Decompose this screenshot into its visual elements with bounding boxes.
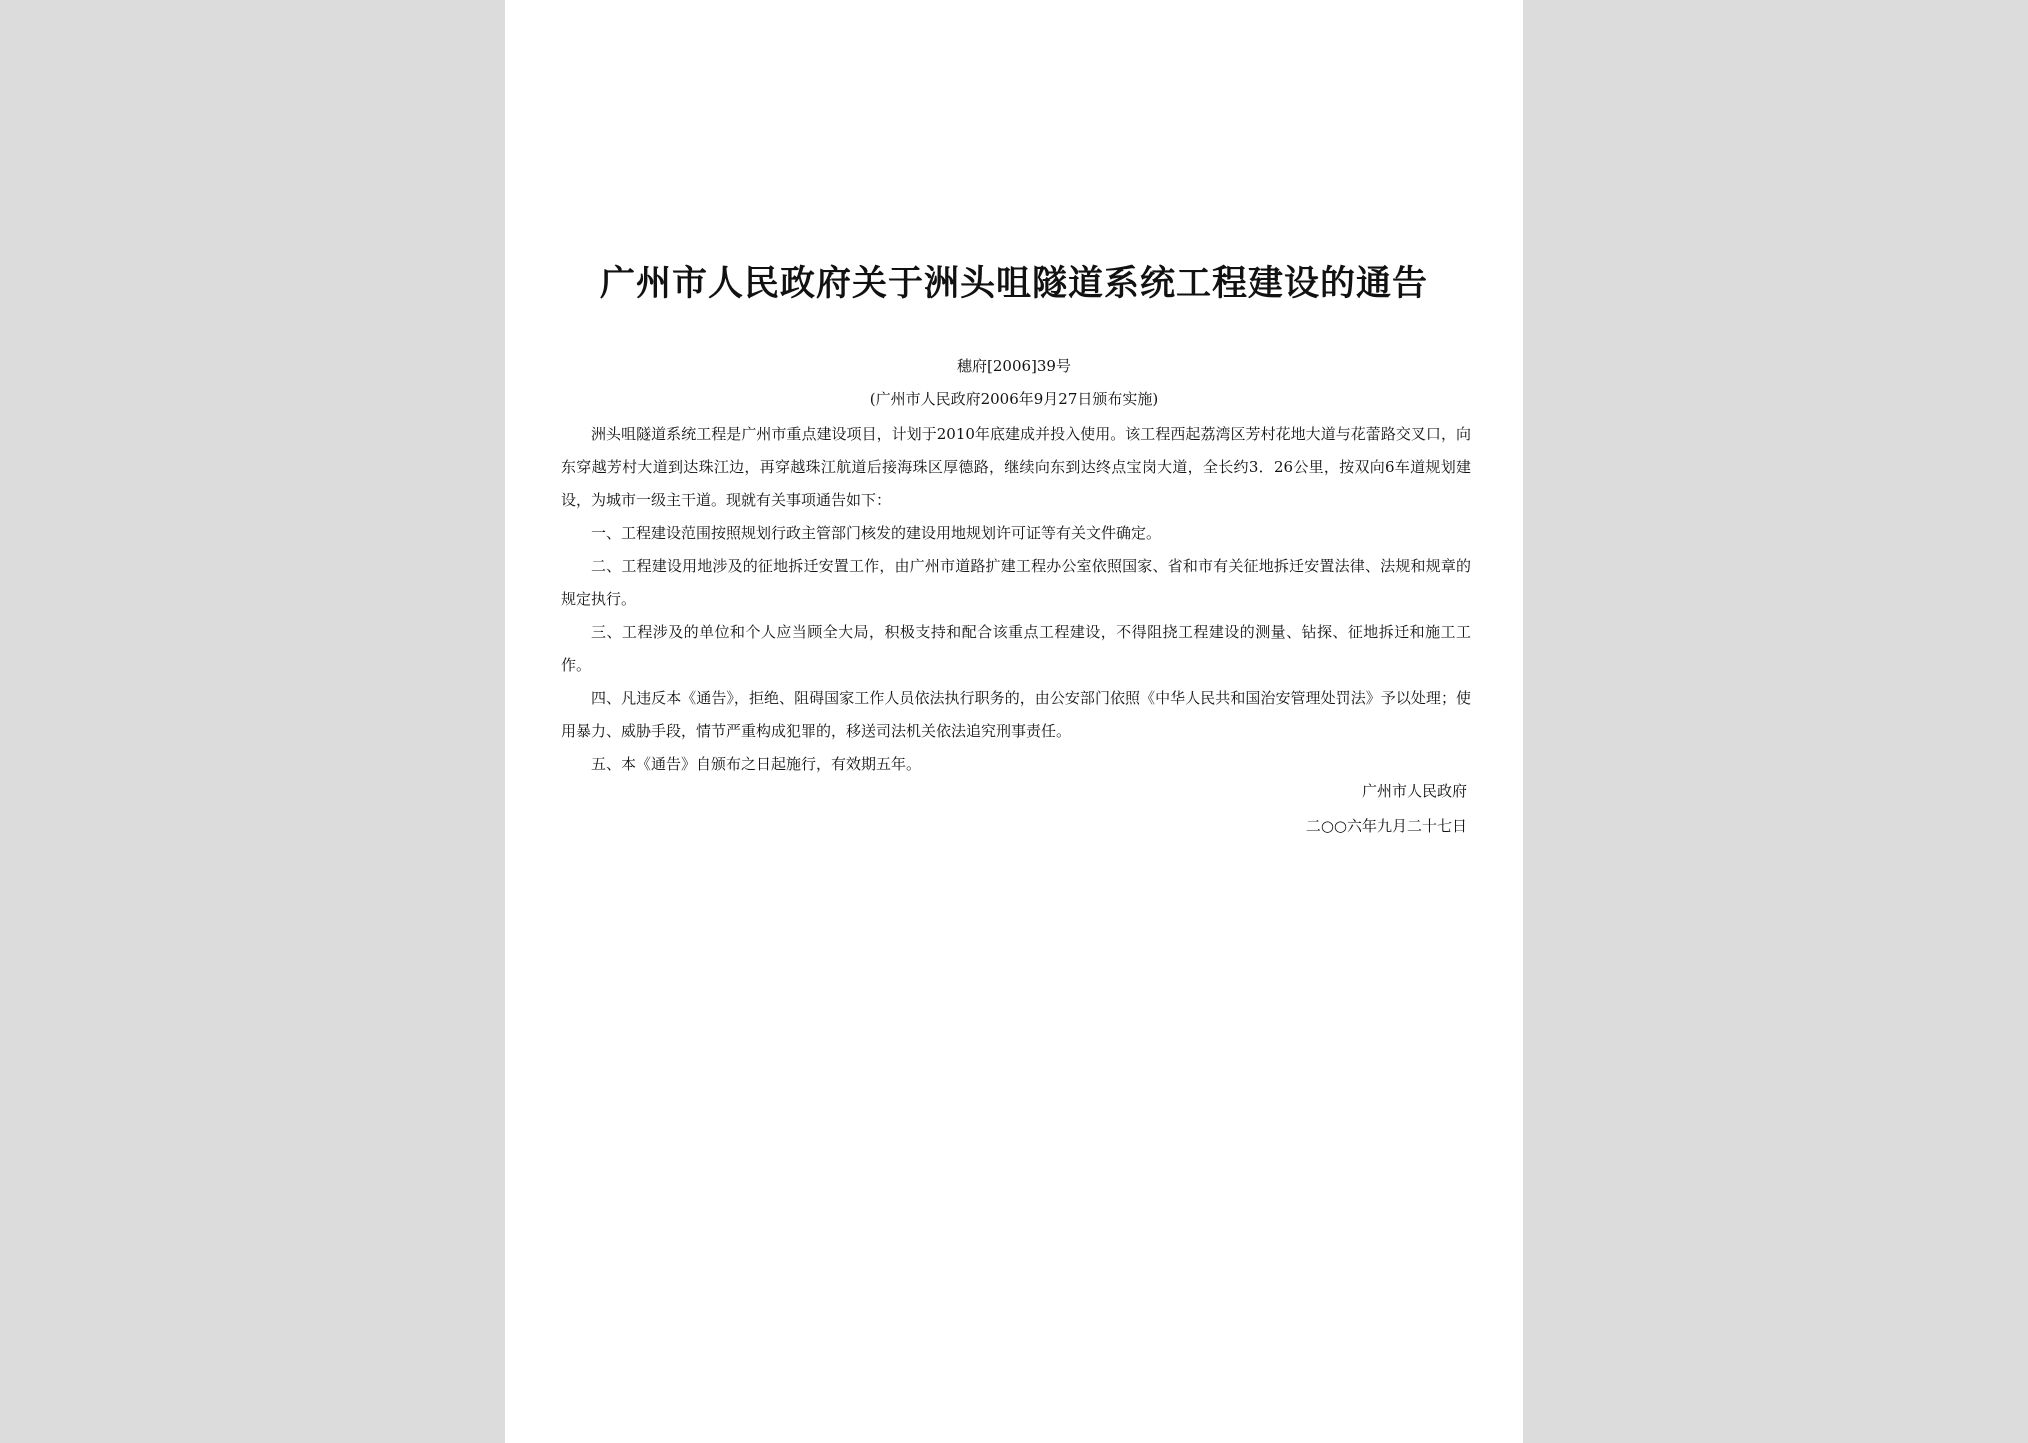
signature-date: 二○○六年九月二十七日	[1305, 817, 1467, 835]
paragraph-item-2: 二、工程建设用地涉及的征地拆迁安置工作，由广州市道路扩建工程办公室依照国家、省和市有关征地拆迁安置法律、法规和规章的规定执行。	[561, 557, 1471, 608]
signature-organization: 广州市人民政府	[1361, 782, 1467, 800]
paragraph-item-4: 四、凡违反本《通告》，拒绝、阻碍国家工作人员依法执行职务的，由公安部门依照《中华人民共和国治安管理处罚法》予以处理；使用暴力、威胁手段，情节严重构成犯罪的，移送司法机关依法追究刑事责任。	[561, 689, 1471, 740]
document-page	[505, 0, 1523, 1443]
document-number: 穗府[2006]39号	[957, 357, 1071, 375]
paragraph-item-1: 一、工程建设范围按照规划行政主管部门核发的建设用地规划许可证等有关文件确定。	[591, 524, 1162, 542]
paragraph-item-3: 三、工程涉及的单位和个人应当顾全大局，积极支持和配合该重点工程建设，不得阻挠工程建设的测量、钻探、征地拆迁和施工工作。	[561, 623, 1471, 674]
document-body	[561, 418, 1471, 781]
paragraph-intro: 洲头咀隧道系统工程是广州市重点建设项目，计划于2010年底建成并投入使用。该工程西起荔湾区芳村花地大道与花蕾路交叉口，向东穿越芳村大道到达珠江边，再穿越珠江航道后接海珠区厚德路，继续向东到达终点宝岗大道，全长约3．26公里，按双向6车道规划建设，为城市一级主干道。现就有关事项通告如下：	[561, 425, 1471, 509]
paragraph-item-5: 五、本《通告》自颁布之日起施行，有效期五年。	[591, 755, 922, 773]
document-title: 广州市人民政府关于洲头咀隧道系统工程建设的通告	[599, 263, 1428, 304]
issued-note: (广州市人民政府2006年9月27日颁布实施)	[869, 390, 1159, 408]
